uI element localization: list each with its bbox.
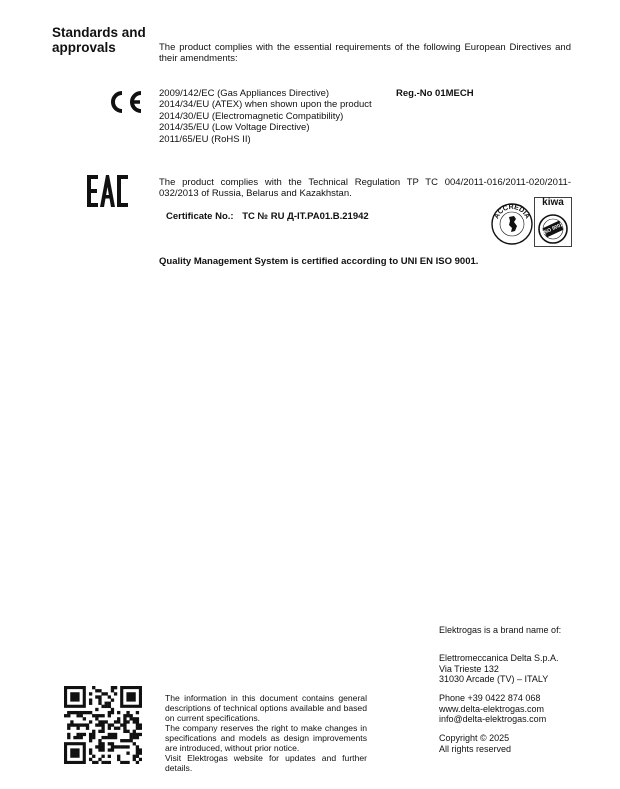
directive-item: 2011/65/EU (RoHS II) (159, 133, 251, 145)
brand-label: Elektrogas is a brand name of: (439, 625, 562, 635)
disclaimer-note (165, 693, 367, 773)
copyright-block (439, 733, 511, 754)
disclaimer-paragraph: The company reserves the right to make changes in specifications and models as design improvements are introduced, without prior notice. (165, 723, 367, 753)
certificate-label: Certificate No.: (166, 211, 234, 222)
directive-item: 2009/142/EC (Gas Appliances Directive) (159, 88, 330, 99)
directive-item: 2014/30/EU (Electromagnetic Compatibility) (159, 110, 344, 122)
directive-item: 2014/34/EU (ATEX) when shown upon the product (159, 99, 372, 111)
disclaimer-paragraph: The information in this document contains general descriptions of technical options available and based on current specifications. (165, 693, 367, 723)
eac-compliance-text: The product complies with the Technical Regulation TP TC 004/2011-016/2011-020/2011-032/2013 of Russia, Belarus and Kazakhstan. (159, 177, 571, 200)
registration-number: Reg.-No 01MECH (396, 88, 474, 99)
accredia-label: ACCREDIA (493, 203, 531, 221)
accredia-badge-icon (490, 200, 534, 246)
directive-item: 2014/35/EU (Low Voltage Directive) (159, 122, 310, 134)
rights-text: All rights reserved (439, 743, 512, 754)
disclaimer-paragraph: Visit Elektrogas website for updates and further details. (165, 753, 367, 773)
company-contacts (439, 693, 546, 725)
copyright-text: Copyright © 2025 (439, 733, 510, 743)
section-title: Standards and approvals (52, 25, 146, 55)
company-name: Elettromeccanica Delta S.p.A. (439, 653, 559, 663)
directive-list (159, 88, 372, 145)
certificate-number: TC № RU Д-IT.PA01.B.21942 (242, 211, 369, 222)
quality-statement: Quality Management System is certified according to UNI EN ISO 9001. (159, 256, 479, 267)
kiwa-iso-badge (534, 197, 572, 247)
intro-text: The product complies with the essential requirements of the following European Directives and their amendments: (159, 42, 571, 64)
ce-mark-icon (108, 90, 144, 114)
certificate-line (166, 211, 375, 222)
phone-number: Phone +39 0422 874 068 (439, 693, 541, 703)
company-address (439, 653, 559, 685)
company-street: Via Trieste 132 (439, 663, 499, 674)
eac-mark-icon (86, 174, 130, 208)
email-link[interactable]: info@delta-elektrogas.com (439, 714, 547, 724)
qr-code-icon[interactable] (64, 686, 142, 764)
website-link[interactable]: www.delta-elektrogas.com (439, 703, 545, 714)
company-city: 31030 Arcade (TV) – ITALY (439, 674, 549, 684)
iso-label: ISO 9001 (542, 221, 564, 237)
kiwa-label: kiwa (542, 197, 564, 208)
